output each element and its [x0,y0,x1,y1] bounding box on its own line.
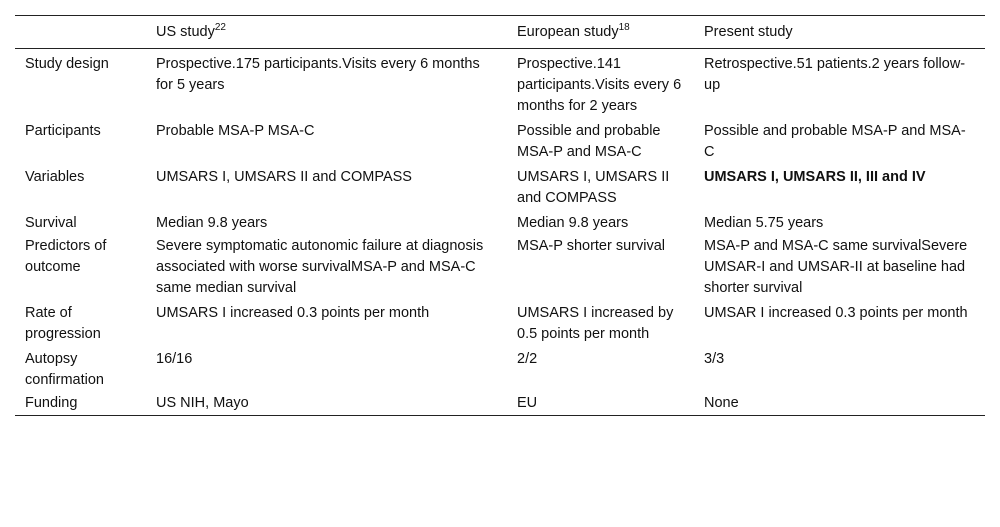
row-label: Autopsy confirmation [25,351,104,388]
row-label: Rate of progression [25,305,101,342]
table-row [15,300,985,346]
eu-cell: Possible and probable MSA-P and MSA-C [517,123,661,160]
row-label: Study design [25,56,109,72]
present-cell: Retrospective.51 patients.2 years follow-up [704,56,966,93]
table-row [15,49,985,119]
us-cell: UMSARS I, UMSARS II and COMPASS [156,169,412,185]
eu-cell: Median 9.8 years [517,215,629,231]
eu-cell: UMSARS I, UMSARS II and COMPASS [517,169,670,206]
row-label: Predictors of outcome [25,238,107,275]
header-us-study [146,16,507,49]
present-cell: UMSAR I increased 0.3 points per month [704,305,968,321]
header-present-study: Present study [704,24,793,40]
header-empty-cell [15,16,146,49]
comparison-table [15,15,985,416]
us-cell: Median 9.8 years [156,215,268,231]
row-label: Survival [25,215,77,231]
us-cell: 16/16 [156,351,193,367]
header-european-study [507,16,694,49]
eu-cell: UMSARS I increased by 0.5 points per month [517,305,674,342]
present-cell: None [704,395,739,411]
header-eu-reference[interactable]: 18 [618,22,630,34]
table-header [15,16,985,49]
table-body [15,49,985,416]
present-cell: MSA-P and MSA-C same survivalSevere UMSAR-I and UMSAR-II at baseline had shorter survival [704,238,968,296]
table-row [15,210,985,235]
table-row [15,235,985,300]
eu-cell: Prospective.141 participants.Visits every 6 months for 2 years [517,56,682,114]
table-row [15,164,985,210]
header-us-reference[interactable]: 22 [214,22,226,34]
header-row [15,16,985,49]
table-row [15,346,985,392]
us-cell: Probable MSA-P MSA-C [156,123,315,139]
us-cell: US NIH, Mayo [156,395,249,411]
eu-cell: MSA-P shorter survival [517,238,665,254]
eu-cell: 2/2 [517,351,538,367]
us-cell: Prospective.175 participants.Visits every 6 months for 5 years [156,56,480,93]
present-cell: UMSARS I, UMSARS II, III and IV [704,169,926,185]
table-row [15,118,985,164]
header-us-label: US study [156,24,215,40]
present-cell: 3/3 [704,351,725,367]
present-cell: Median 5.75 years [704,215,824,231]
us-cell: Severe symptomatic autonomic failure at diagnosis associated with worse survivalMSA-P and MSA-C same median survival [156,238,484,296]
header-eu-label: European study [517,24,619,40]
row-label: Variables [25,169,85,185]
row-label: Participants [25,123,101,139]
row-label: Funding [25,395,78,411]
table-row [15,392,985,416]
us-cell: UMSARS I increased 0.3 points per month [156,305,430,321]
eu-cell: EU [517,395,538,411]
present-cell: Possible and probable MSA-P and MSA-C [704,123,966,160]
